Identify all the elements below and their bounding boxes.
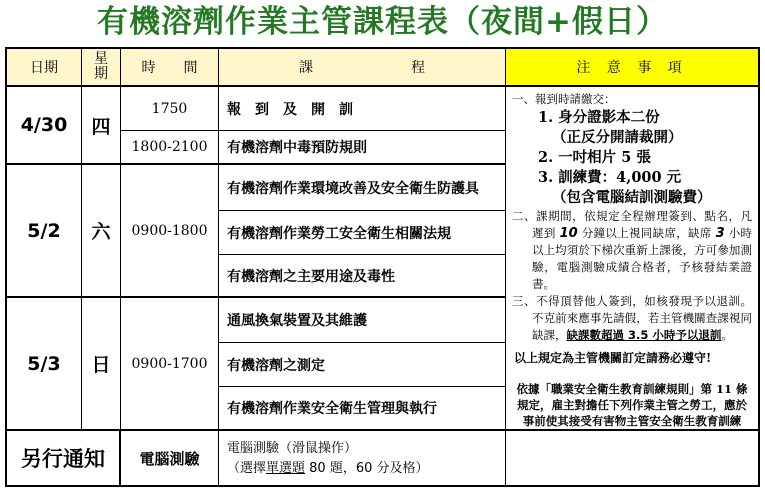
- notes-section-1: 一、報到時請繳交：: [512, 92, 616, 106]
- footer-desc: [219, 431, 506, 485]
- notes-text: 三、不得頂替他人簽到，如核發現予以退訓。不克前來應事先請假，若主管機關查課視同缺課，: [512, 294, 752, 342]
- notes-item: 2. 一吋相片 5 張: [538, 149, 651, 166]
- notes-item: 3. 訓練費：4,000 元: [538, 169, 682, 186]
- time-cell: 1750: [121, 87, 219, 131]
- course-cell: 有機溶劑作業環境改善及安全衛生防護具: [219, 165, 506, 211]
- course-cell: 有機溶劑之主要用途及毒性: [219, 255, 506, 298]
- time-cell: 0900-1700: [121, 298, 219, 431]
- header-weekday-top: 星: [94, 51, 108, 67]
- notes-text: 二、課期間，依規定全程辦理簽到、點名，凡遲到: [512, 209, 752, 240]
- notes-item-sub: （包含電腦結訓測驗費）: [552, 189, 712, 206]
- notes-closing: 以上規定為主管機關訂定請務必遵守!: [514, 351, 712, 365]
- notes-item-sub: （正反分開請裁開）: [552, 129, 683, 146]
- time-cell: 0900-1800: [121, 165, 219, 298]
- weekday-cell: 日: [82, 298, 121, 431]
- header-weekday: [82, 49, 121, 87]
- footer-desc-text: 80 題，60 分及格）: [305, 461, 429, 476]
- footer-desc-line1: 電腦測驗（滑鼠操作）: [227, 441, 358, 456]
- footer-desc-text: （選擇: [227, 461, 267, 476]
- notes-text: 分鐘以上視同缺席，缺席: [577, 226, 716, 240]
- course-cell: 有機溶劑作業勞工安全衛生相關法規: [219, 211, 506, 255]
- footer-desc-underline: 單選題: [266, 461, 306, 476]
- weekday-cell: 六: [82, 165, 121, 298]
- course-cell: 通風換氣裝置及其維護: [219, 298, 506, 343]
- course-cell: 有機溶劑之測定: [219, 343, 506, 387]
- notes-law: 依據「職業安全衛生教育訓練規則」第 11 條規定，雇主對擔任下列作業主管之勞工，應於事前使其接受有害物主管安全衛生教育訓練: [516, 382, 748, 428]
- date-cell: 5/2: [7, 165, 82, 298]
- time-cell: 1800-2100: [121, 131, 219, 165]
- schedule-table: [5, 47, 760, 487]
- notes-text: 小時以上均須於下梯次重新上課後，方可參加測驗，電腦測驗成績合格者，予核發結業證書。: [532, 226, 753, 291]
- date-cell: 4/30: [7, 87, 82, 165]
- date-cell: 5/3: [7, 298, 82, 431]
- notes-emphasis: 3: [715, 226, 725, 241]
- course-cell: 報 到 及 開 訓: [219, 87, 506, 131]
- notes-emphasis: 10: [559, 226, 578, 241]
- header-course: 課 程: [219, 49, 506, 87]
- course-cell: 有機溶劑作業安全衛生管理與執行: [219, 387, 506, 431]
- notes-underline: 缺課數超過 3.5 小時予以退訓: [566, 328, 722, 342]
- footer-exam: 電腦測驗: [121, 431, 219, 485]
- footer-title: 另行通知: [7, 431, 121, 485]
- header-weekday-bottom: 期: [94, 66, 108, 82]
- weekday-cell: 四: [82, 87, 121, 165]
- header-notes: 注 意 事 項: [506, 49, 758, 87]
- header-date: 日期: [7, 49, 82, 87]
- header-time: 時 間: [121, 49, 219, 87]
- notes-item: 1. 身分證影本二份: [538, 109, 660, 126]
- notes-text: 。: [721, 328, 733, 342]
- course-cell: 有機溶劑中毒預防規則: [219, 131, 506, 165]
- notes-cell-border: [506, 87, 758, 431]
- footer-desc-line2: [227, 459, 429, 479]
- page-title: 有機溶劑作業主管課程表（夜間+假日）: [97, 4, 668, 40]
